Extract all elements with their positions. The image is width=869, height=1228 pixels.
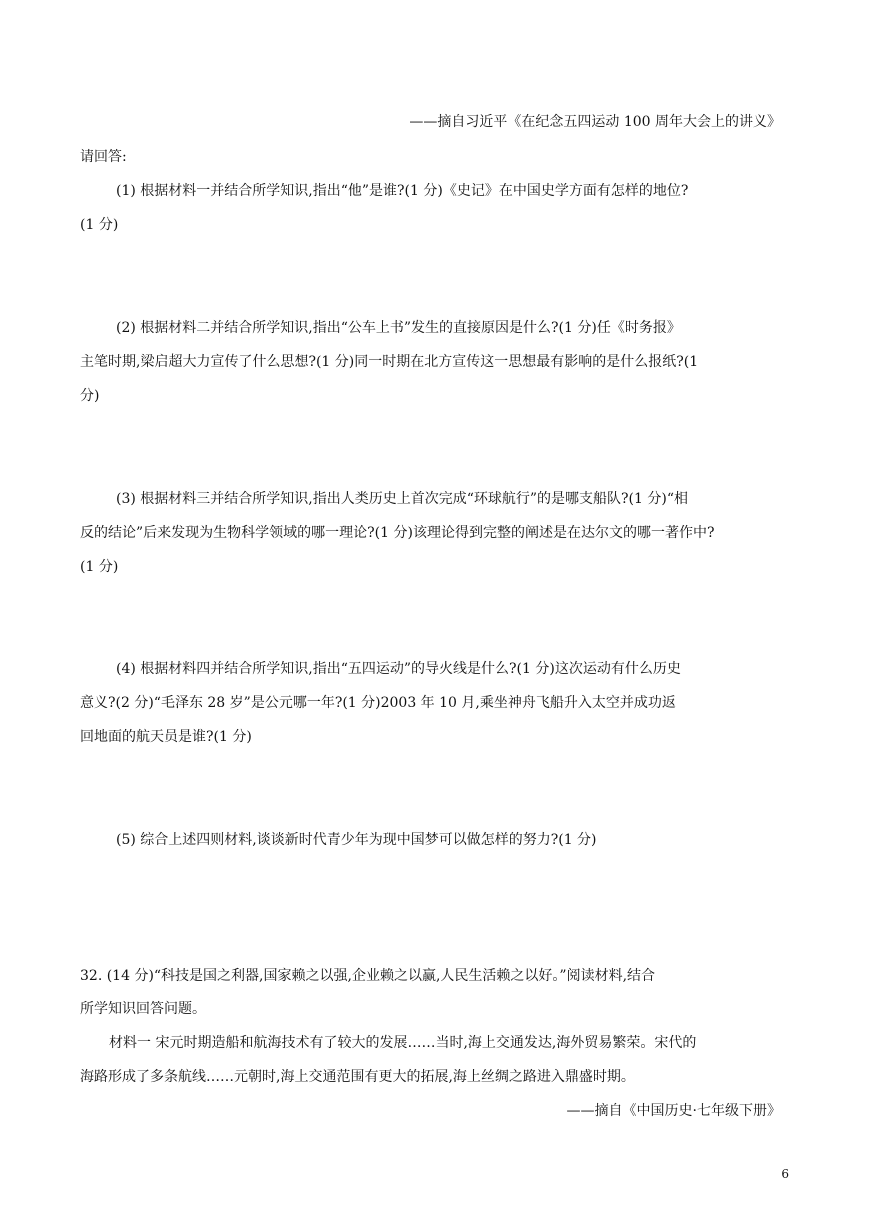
question-3-line-2: 反的结论”后来发现为生物科学领域的哪一理论?(1 分)该理论得到完整的阐述是在达尔文的哪一著作中? xyxy=(80,525,715,541)
page-number: 6 xyxy=(781,1167,789,1181)
material-1-line-1: 材料一 宋元时期造船和航海技术有了较大的发展……当时,海上交通发达,海外贸易繁荣。宋代的 xyxy=(109,1035,697,1051)
question-2-line-3: 分) xyxy=(80,388,100,404)
material-1-source: ——摘自《中国历史·七年级下册》 xyxy=(566,1103,781,1119)
question-32-line-1: 32. (14 分)“科技是国之利器,国家赖之以强,企业赖之以赢,人民生活赖之以好。”阅读材料,结合 xyxy=(80,968,656,984)
question-1-line-2: (1 分) xyxy=(80,217,119,233)
question-5-line-1: (5) 综合上述四则材料,谈谈新时代青少年为现中国梦可以做怎样的努力?(1 分) xyxy=(116,832,597,848)
question-4-line-3: 回地面的航天员是谁?(1 分) xyxy=(80,729,252,745)
question-4-line-2: 意义?(2 分)“毛泽东 28 岁”是公元哪一年?(1 分)2003 年 10 月,乘坐神舟飞船升入太空并成功返 xyxy=(80,695,676,711)
material-1-line-2: 海路形成了多条航线……元朝时,海上交通范围有更大的拓展,海上丝绸之路进入鼎盛时期。 xyxy=(80,1069,635,1085)
question-2-line-1: (2) 根据材料二并结合所学知识,指出“公车上书”发生的直接原因是什么?(1 分)任《时务报》 xyxy=(116,320,681,336)
answer-prompt: 请回答: xyxy=(80,149,127,165)
question-4-line-1: (4) 根据材料四并结合所学知识,指出“五四运动”的导火线是什么?(1 分)这次运动有什么历史 xyxy=(116,661,681,677)
question-3-line-1: (3) 根据材料三并结合所学知识,指出人类历史上首次完成“环球航行”的是哪支船队?(1 分)“相 xyxy=(116,491,688,507)
source-citation-1: ——摘自习近平《在纪念五四运动 100 周年大会上的讲义》 xyxy=(409,114,781,130)
question-3-line-3: (1 分) xyxy=(80,559,119,575)
question-1-line-1: (1) 根据材料一并结合所学知识,指出“他”是谁?(1 分)《史记》在中国史学方面有怎样的地位? xyxy=(116,183,689,199)
question-32-line-2: 所学知识回答问题。 xyxy=(80,1001,206,1017)
question-2-line-2: 主笔时期,梁启超大力宣传了什么思想?(1 分)同一时期在北方宣传这一思想最有影响的是什么报纸?(1 xyxy=(80,354,699,370)
